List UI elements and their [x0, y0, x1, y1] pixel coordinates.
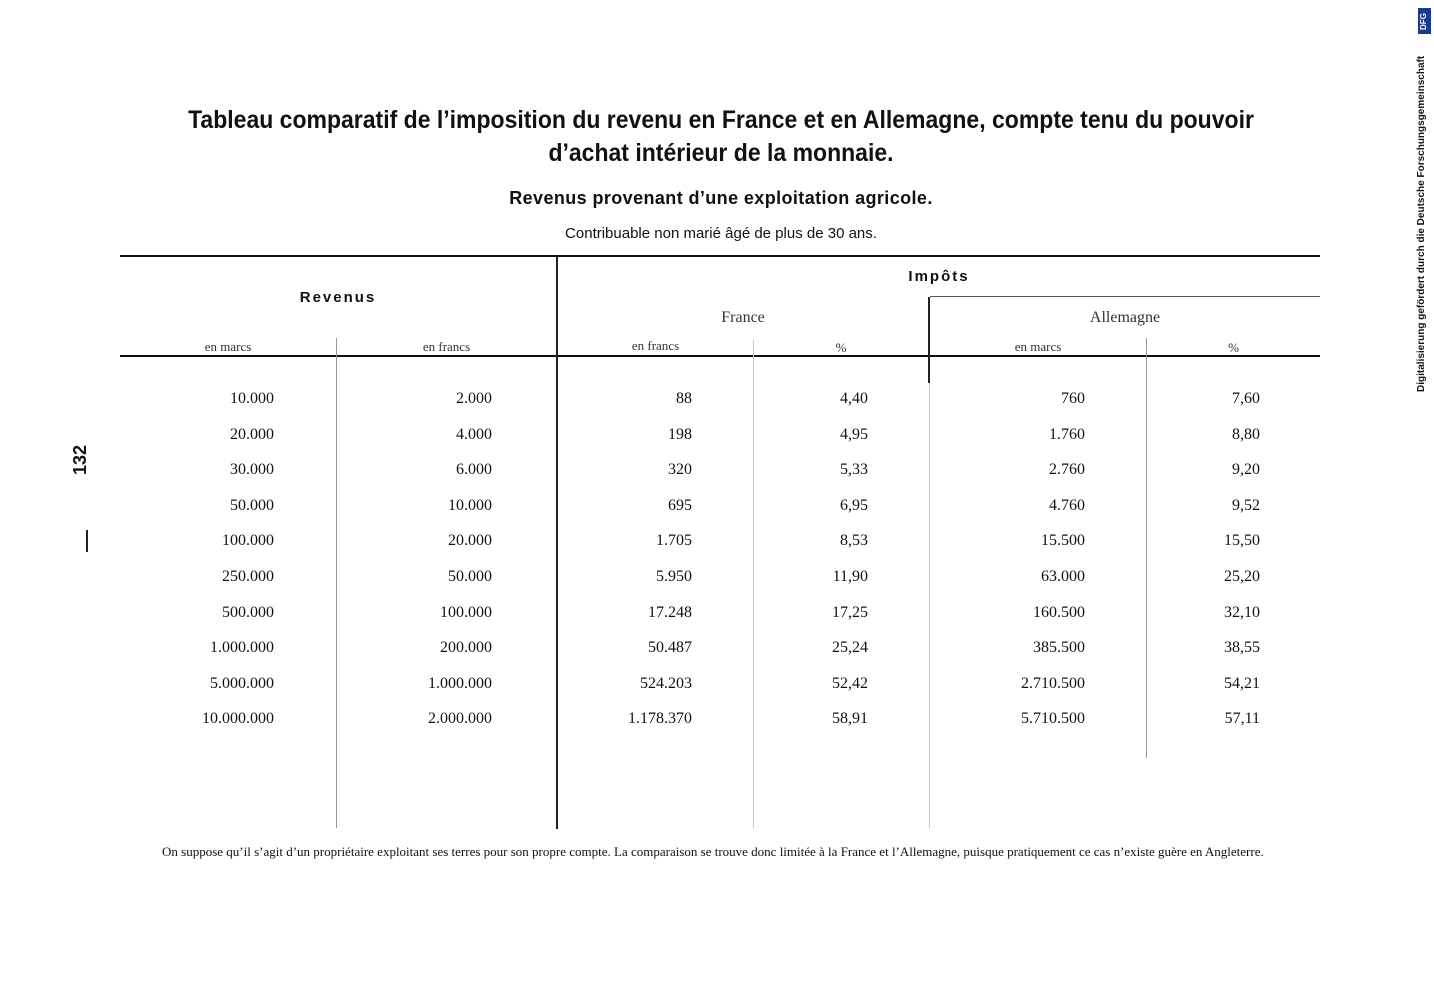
- page-number: 132: [70, 444, 90, 475]
- cell-tax-germany-marcs: 160.500: [1033, 603, 1085, 621]
- cell-tax-france-pct: 52,42: [832, 674, 868, 692]
- france-header: France: [721, 309, 765, 326]
- allemagne-header: Allemagne: [1089, 309, 1161, 326]
- cell-income-francs: 6.000: [456, 461, 492, 479]
- cell-income-francs: 50.000: [448, 568, 492, 585]
- cell-tax-france-francs: 88: [676, 390, 692, 407]
- cell-tax-germany-marcs: 2.760: [1049, 461, 1085, 479]
- cell-tax-germany-pct: 54,21: [1224, 674, 1260, 692]
- col-header-revenus-marcs: en marcs: [204, 339, 252, 354]
- cell-income-francs: 4.000: [456, 425, 492, 443]
- dfg-logo: DFG: [1418, 8, 1431, 34]
- cell-income-marcs: 1.000.000: [210, 639, 274, 657]
- cell-tax-france-francs: 695: [668, 496, 692, 514]
- cell-income-francs: 100.000: [440, 603, 492, 621]
- col-header-allemagne-marcs: en marcs: [1014, 339, 1062, 354]
- cell-tax-france-francs: 198: [668, 425, 692, 443]
- cell-tax-germany-marcs: 385.500: [1033, 639, 1085, 657]
- cell-income-marcs: 5.000.000: [210, 674, 274, 692]
- cell-tax-germany-marcs: 15.500: [1041, 532, 1085, 550]
- cell-income-francs: 2.000: [456, 390, 492, 407]
- cell-tax-germany-marcs: 1.760: [1049, 425, 1085, 443]
- cell-income-francs: 1.000.000: [428, 674, 492, 692]
- impots-header: Impôts: [908, 268, 970, 285]
- cell-tax-germany-pct: 25,20: [1224, 568, 1260, 585]
- col-header-allemagne-pct: %: [1228, 340, 1239, 355]
- page-title: Tableau comparatif de l’imposition du revenu en France et en Allemagne, compte tenu du pouvoir d’achat intérieur de la monnaie.: [188, 106, 1254, 167]
- cell-tax-germany-pct: 15,50: [1224, 532, 1260, 550]
- cell-tax-france-pct: 6,95: [840, 496, 868, 514]
- cell-tax-france-francs: 50.487: [648, 639, 692, 657]
- col-header-france-pct: %: [835, 340, 847, 355]
- allemagne-rule: [930, 296, 1320, 297]
- cell-tax-france-pct: 4,40: [840, 390, 868, 407]
- cell-tax-germany-pct: 9,52: [1232, 496, 1260, 514]
- footnote: On suppose qu’il s’agit d’un propriétaire exploitant ses terres pour son propre compte. La comparaison se trouve donc limitée à la France et l’Allemagne, puisque pratiquement ce cas n’existe guère en Angleterre.: [162, 844, 1264, 859]
- cell-tax-germany-pct: 57,11: [1224, 710, 1260, 728]
- cell-tax-germany-pct: 9,20: [1232, 461, 1260, 479]
- cell-tax-france-pct: 25,24: [832, 639, 868, 657]
- cell-tax-germany-pct: 8,80: [1232, 425, 1260, 443]
- cell-tax-france-pct: 5,33: [840, 461, 868, 479]
- cell-income-marcs: 500.000: [222, 603, 274, 621]
- cell-tax-france-pct: 17,25: [832, 603, 868, 621]
- table-subtitle: Revenus provenant d’une exploitation agricole.: [509, 188, 933, 208]
- cell-income-marcs: 100.000: [222, 532, 274, 550]
- header-bottom-rule: [120, 355, 1320, 357]
- cell-income-marcs: 10.000: [230, 390, 274, 407]
- cell-income-marcs: 50.000: [230, 496, 274, 514]
- cell-tax-germany-marcs: 2.710.500: [1021, 674, 1085, 692]
- cell-tax-germany-pct: 32,10: [1224, 603, 1260, 621]
- cell-tax-france-francs: 320: [668, 461, 692, 479]
- cell-income-francs: 10.000: [448, 496, 492, 514]
- page-number-dash: [86, 530, 88, 552]
- cell-income-francs: 200.000: [440, 639, 492, 657]
- cell-income-marcs: 20.000: [230, 425, 274, 443]
- cell-tax-france-francs: 524.203: [640, 674, 692, 692]
- cell-tax-germany-marcs: 63.000: [1041, 568, 1085, 585]
- cell-income-marcs: 30.000: [230, 461, 274, 479]
- digitization-note: Digitalisierung gefördert durch die Deutsche Forschungsgemeinschaft: [1416, 55, 1427, 392]
- cell-tax-germany-marcs: 5.710.500: [1021, 710, 1085, 728]
- cell-tax-germany-marcs: 4.760: [1049, 496, 1085, 514]
- cell-tax-france-pct: 8,53: [840, 532, 868, 550]
- cell-income-marcs: 10.000.000: [202, 710, 274, 728]
- cell-tax-france-francs: 17.248: [648, 603, 692, 621]
- table-caption: Contribuable non marié âgé de plus de 30 ans.: [565, 225, 877, 242]
- cell-tax-france-francs: 5.950: [656, 568, 692, 585]
- cell-tax-france-pct: 4,95: [840, 425, 868, 443]
- cell-tax-france-francs: 1.705: [656, 532, 692, 550]
- cell-tax-france-pct: 58,91: [832, 710, 868, 728]
- cell-income-marcs: 250.000: [222, 568, 274, 585]
- cell-tax-france-pct: 11,90: [832, 568, 868, 585]
- col-header-revenus-francs: en francs: [422, 339, 471, 354]
- revenus-header: Revenus: [299, 289, 377, 306]
- cell-tax-germany-pct: 7,60: [1232, 390, 1260, 407]
- cell-tax-germany-pct: 38,55: [1224, 639, 1260, 657]
- cell-tax-france-francs: 1.178.370: [628, 710, 692, 728]
- cell-income-francs: 20.000: [448, 532, 492, 550]
- cell-tax-germany-marcs: 760: [1061, 390, 1085, 407]
- col-header-france-francs: en francs: [631, 338, 680, 353]
- cell-income-francs: 2.000.000: [428, 710, 492, 728]
- table-top-rule: [120, 255, 1320, 257]
